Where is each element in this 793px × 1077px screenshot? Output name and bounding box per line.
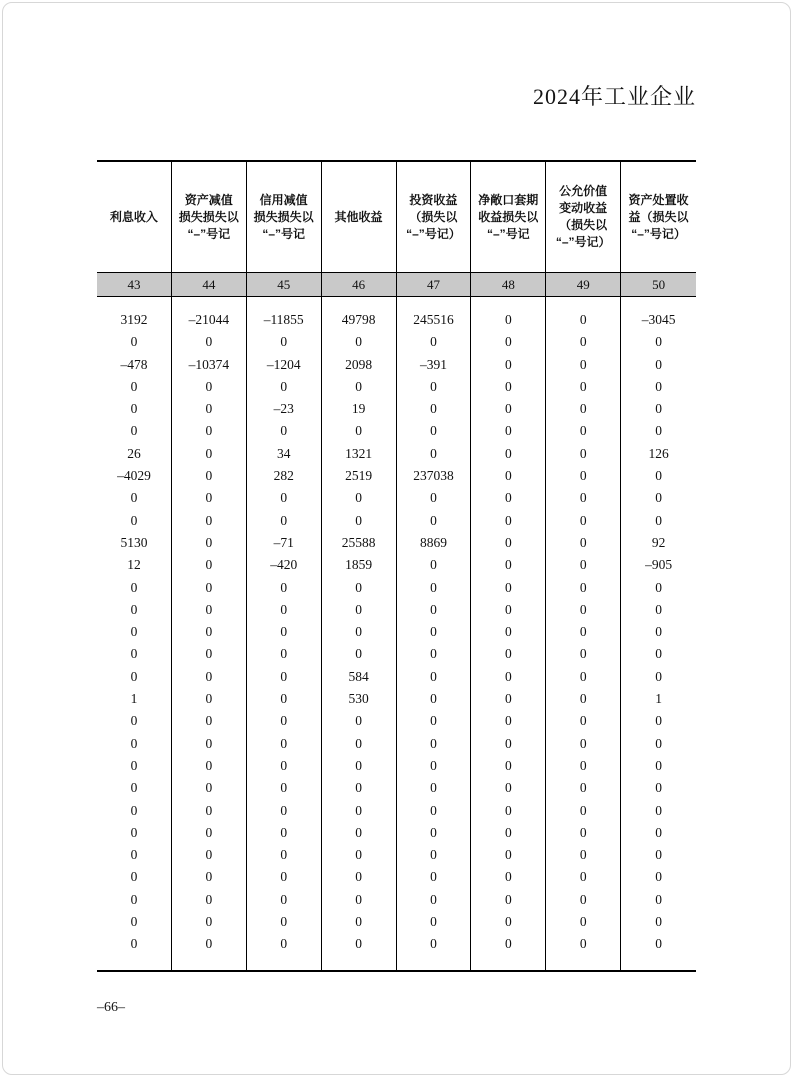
table-cell-r3-c48: 0 (504, 356, 512, 372)
table-cell-r9-c46: 0 (355, 490, 362, 506)
table-cell-r21-c45: 0 (280, 757, 288, 773)
table-cell-r14-c46: 0 (355, 601, 362, 617)
table-cell-r6-c48: 0 (504, 423, 512, 439)
table-cell-r20-c43: 0 (130, 735, 138, 751)
table-cell-r4-c43: 0 (130, 378, 138, 394)
table-cell-r8-c45: 282 (273, 468, 294, 484)
table-cell-r23-c45: 0 (280, 802, 288, 818)
table-cell-r23-c47: 0 (430, 802, 437, 818)
table-column-46 (322, 297, 397, 970)
table-cell-r16-c44: 0 (205, 646, 213, 662)
table-cell-r26-c46: 0 (355, 869, 362, 885)
table-cell-r10-c43: 0 (130, 512, 138, 528)
table-cell-r8-c47: 237038 (413, 468, 454, 484)
table-cell-r7-c47: 0 (430, 445, 437, 461)
table-cell-r2-c49: 0 (579, 334, 587, 350)
table-cell-r1-c46: 49798 (341, 312, 376, 327)
table-header-row (97, 162, 696, 273)
table-cell-r13-c47: 0 (430, 579, 437, 595)
table-cell-r14-c48: 0 (504, 601, 512, 617)
table-cell-r8-c48: 0 (504, 468, 512, 484)
table-cell-r23-c48: 0 (504, 802, 512, 818)
column-number-49: 49 (546, 273, 621, 296)
table-cell-r5-c49: 0 (579, 401, 587, 417)
column-number-50: 50 (652, 276, 666, 292)
table-cell-r14-c50: 0 (655, 601, 662, 617)
column-header-line: 公允价值 (559, 184, 608, 198)
table-cell-r20-c46: 0 (355, 735, 362, 751)
table-cell-r5-c43: 0 (130, 401, 138, 417)
table-cell-r17-c46: 584 (348, 668, 369, 684)
table-cell-r16-c47: 0 (430, 646, 437, 662)
table-cell-r5-c45: –23 (273, 401, 294, 417)
table-cell-r9-c47: 0 (430, 490, 437, 506)
table-cell-r8-c43: –4029 (117, 468, 151, 484)
table-cell-r22-c46: 0 (355, 780, 362, 796)
table-cell-r18-c48: 0 (504, 691, 512, 707)
table-cell-r23-c50: 0 (655, 802, 662, 818)
table-cell-r20-c48: 0 (504, 735, 512, 751)
table-cell-r7-c45: 34 (276, 445, 291, 461)
table-cell-r12-c50: –905 (645, 557, 673, 573)
table-cell-r19-c48: 0 (504, 713, 512, 729)
table-cell-r13-c45: 0 (280, 579, 288, 595)
table-cell-r3-c49: 0 (579, 356, 587, 372)
table-cell-r22-c50: 0 (655, 780, 662, 796)
table-cell-r12-c47: 0 (430, 557, 437, 573)
column-header-line: 收益损失以 (478, 209, 539, 224)
table-cell-r20-c49: 0 (579, 735, 587, 751)
table-cell-r23-c46: 0 (355, 802, 362, 818)
table-cell-r19-c47: 0 (430, 713, 437, 729)
table-cell-r8-c44: 0 (205, 468, 213, 484)
table-cell-r21-c48: 0 (504, 757, 512, 773)
column-header-49 (546, 162, 621, 272)
column-header-line: 信用减值 (259, 192, 308, 207)
table-cell-r26-c44: 0 (205, 869, 213, 885)
table-cell-r28-c46: 0 (355, 914, 362, 930)
table-cell-r26-c48: 0 (504, 869, 512, 885)
table-cell-r4-c49: 0 (579, 378, 587, 394)
table-cell-r11-c49: 0 (579, 534, 587, 550)
table-cell-r13-c50: 0 (655, 579, 662, 595)
table-cell-r26-c45: 0 (280, 869, 288, 885)
table-cell-r23-c44: 0 (205, 802, 213, 818)
table-cell-r26-c49: 0 (579, 869, 587, 885)
column-header-line: 利息收入 (109, 209, 158, 224)
table-cell-r13-c49: 0 (579, 579, 587, 595)
table-cell-r24-c44: 0 (205, 824, 213, 840)
table-cell-r19-c45: 0 (280, 713, 288, 729)
table-cell-r12-c46: 1859 (345, 557, 373, 573)
table-cell-r25-c43: 0 (130, 847, 138, 863)
table-cell-r25-c44: 0 (205, 847, 213, 863)
table-cell-r11-c48: 0 (504, 534, 512, 550)
table-cell-r14-c44: 0 (205, 601, 213, 617)
table-cell-r26-c43: 0 (130, 869, 138, 885)
column-header-line: 投资收益 (409, 192, 458, 207)
table-cell-r3-c44: –10374 (188, 356, 230, 372)
table-cell-r18-c43: 1 (130, 691, 138, 707)
table-cell-r12-c48: 0 (504, 557, 512, 573)
column-header-46 (322, 162, 397, 272)
column-number-47: 47 (397, 273, 472, 296)
table-column-47 (397, 297, 472, 970)
table-cell-r15-c45: 0 (280, 624, 288, 640)
table-cell-r10-c44: 0 (205, 512, 213, 528)
table-cell-r13-c46: 0 (355, 579, 362, 595)
column-header-line: （损失以 (559, 218, 608, 232)
table-cell-r20-c47: 0 (430, 735, 437, 751)
table-cell-r28-c47: 0 (430, 914, 437, 930)
table-cell-r5-c48: 0 (504, 401, 512, 417)
column-header-line: “–”号记 (187, 226, 231, 241)
column-header-line: 其他收益 (334, 209, 383, 224)
table-cell-r11-c47: 8869 (419, 534, 447, 550)
table-cell-r22-c45: 0 (280, 780, 288, 796)
table-cell-r25-c47: 0 (430, 847, 437, 863)
table-cell-r12-c43: 12 (127, 557, 141, 573)
table-cell-r24-c47: 0 (430, 824, 437, 840)
table-cell-r28-c43: 0 (130, 914, 138, 930)
table-cell-r1-c48: 0 (504, 312, 512, 327)
column-number-48: 48 (471, 273, 546, 296)
table-cell-r7-c49: 0 (579, 445, 587, 461)
column-header-47 (397, 162, 472, 272)
table-cell-r11-c45: –71 (273, 534, 294, 550)
column-header-line: 益（损失以 (628, 209, 689, 224)
table-cell-r20-c50: 0 (655, 735, 662, 751)
table-cell-r9-c45: 0 (280, 490, 288, 506)
table-cell-r22-c49: 0 (579, 780, 587, 796)
table-cell-r5-c46: 19 (351, 401, 366, 417)
table-cell-r29-c50: 0 (655, 936, 662, 952)
table-column-49 (546, 297, 621, 970)
table-cell-r20-c44: 0 (205, 735, 213, 751)
table-cell-r24-c48: 0 (504, 824, 512, 840)
statistics-table (97, 160, 696, 972)
table-cell-r28-c49: 0 (579, 914, 587, 930)
table-cell-r8-c49: 0 (579, 468, 587, 484)
table-cell-r5-c47: 0 (430, 401, 437, 417)
table-cell-r19-c43: 0 (130, 713, 138, 729)
table-column-43 (97, 297, 172, 970)
table-cell-r4-c50: 0 (655, 378, 662, 394)
table-cell-r29-c44: 0 (205, 936, 213, 952)
table-cell-r28-c44: 0 (205, 914, 213, 930)
table-cell-r6-c50: 0 (655, 423, 662, 439)
table-cell-r18-c44: 0 (205, 691, 213, 707)
table-cell-r8-c46: 2519 (345, 468, 373, 484)
table-cell-r25-c46: 0 (355, 847, 362, 863)
table-cell-r25-c50: 0 (655, 847, 662, 863)
table-cell-r26-c50: 0 (655, 869, 662, 885)
table-cell-r9-c43: 0 (130, 490, 138, 506)
table-column-45 (247, 297, 322, 970)
column-number-row (97, 273, 696, 297)
table-cell-r2-c44: 0 (205, 334, 213, 350)
table-cell-r17-c43: 0 (130, 668, 138, 684)
table-column-44 (172, 297, 247, 970)
table-cell-r22-c44: 0 (205, 780, 213, 796)
table-cell-r29-c43: 0 (130, 936, 138, 952)
table-cell-r2-c46: 0 (355, 334, 362, 350)
table-cell-r29-c48: 0 (504, 936, 512, 952)
table-cell-r1-c47: 245516 (413, 312, 454, 327)
table-cell-r10-c46: 0 (355, 512, 362, 528)
column-header-line: “–”号记） (406, 226, 461, 241)
column-header-line: （损失以 (409, 209, 458, 224)
table-cell-r1-c43: 3192 (120, 312, 148, 327)
table-cell-r27-c45: 0 (280, 891, 288, 907)
table-cell-r6-c46: 0 (355, 423, 362, 439)
table-cell-r28-c45: 0 (280, 914, 288, 930)
table-cell-r9-c44: 0 (205, 490, 213, 506)
column-header-line: 变动收益 (559, 201, 608, 215)
table-cell-r4-c47: 0 (430, 378, 437, 394)
table-cell-r4-c46: 0 (355, 378, 362, 394)
table-cell-r11-c46: 25588 (341, 534, 376, 550)
column-header-line: 损失损失以 (178, 209, 239, 224)
table-cell-r23-c49: 0 (579, 802, 587, 818)
table-cell-r17-c50: 0 (655, 668, 662, 684)
table-cell-r23-c43: 0 (130, 802, 138, 818)
table-cell-r18-c45: 0 (280, 691, 288, 707)
table-cell-r3-c43: –478 (120, 356, 148, 372)
table-cell-r15-c47: 0 (430, 624, 437, 640)
table-cell-r27-c44: 0 (205, 891, 213, 907)
table-cell-r14-c43: 0 (130, 601, 138, 617)
table-body (97, 297, 696, 970)
column-header-45 (247, 162, 322, 272)
table-cell-r1-c44: –21044 (188, 312, 230, 327)
table-cell-r11-c43: 5130 (120, 534, 148, 550)
table-cell-r28-c48: 0 (504, 914, 512, 930)
table-cell-r27-c50: 0 (655, 891, 662, 907)
table-cell-r9-c49: 0 (579, 490, 587, 506)
table-cell-r14-c45: 0 (280, 601, 288, 617)
table-cell-r5-c44: 0 (205, 401, 213, 417)
table-cell-r13-c44: 0 (205, 579, 213, 595)
table-cell-r24-c46: 0 (355, 824, 362, 840)
table-cell-r4-c48: 0 (504, 378, 512, 394)
column-header-line: 损失损失以 (253, 209, 314, 224)
table-cell-r10-c48: 0 (504, 512, 512, 528)
table-cell-r18-c49: 0 (579, 691, 587, 707)
table-cell-r24-c45: 0 (280, 824, 288, 840)
table-cell-r7-c44: 0 (205, 445, 213, 461)
table-cell-r10-c45: 0 (280, 512, 288, 528)
table-cell-r17-c48: 0 (504, 668, 512, 684)
column-header-line: 资产处置收 (628, 192, 689, 207)
table-cell-r1-c45: –11855 (263, 312, 304, 327)
column-header-line: “–”号记 (262, 226, 306, 241)
table-cell-r9-c50: 0 (655, 490, 662, 506)
table-cell-r25-c49: 0 (579, 847, 587, 863)
page-title: 2024年工业企业 (532, 84, 696, 109)
table-cell-r24-c49: 0 (579, 824, 587, 840)
table-cell-r4-c44: 0 (205, 378, 213, 394)
column-header-line: 净敞口套期 (478, 192, 539, 207)
table-cell-r7-c46: 1321 (345, 445, 373, 461)
table-cell-r19-c46: 0 (355, 713, 362, 729)
table-cell-r25-c48: 0 (504, 847, 512, 863)
column-header-44 (172, 162, 247, 272)
table-cell-r2-c50: 0 (655, 334, 662, 350)
table-cell-r6-c45: 0 (280, 423, 288, 439)
table-cell-r20-c45: 0 (280, 735, 288, 751)
table-cell-r22-c48: 0 (504, 780, 512, 796)
table-cell-r27-c43: 0 (130, 891, 138, 907)
table-cell-r27-c48: 0 (504, 891, 512, 907)
table-cell-r28-c50: 0 (655, 914, 662, 930)
table-cell-r18-c50: 1 (655, 691, 662, 707)
table-cell-r3-c45: –1204 (266, 356, 301, 372)
table-cell-r15-c44: 0 (205, 624, 213, 640)
table-cell-r6-c44: 0 (205, 423, 213, 439)
table-cell-r2-c45: 0 (280, 334, 288, 350)
table-cell-r21-c47: 0 (430, 757, 437, 773)
table-cell-r16-c50: 0 (655, 646, 662, 662)
table-cell-r7-c43: 26 (127, 445, 141, 461)
table-cell-r21-c43: 0 (130, 757, 138, 773)
table-cell-r16-c43: 0 (130, 646, 138, 662)
column-number-46: 46 (322, 273, 397, 296)
table-cell-r22-c47: 0 (430, 780, 437, 796)
table-cell-r29-c45: 0 (280, 936, 288, 952)
table-cell-r11-c50: 92 (651, 534, 666, 550)
table-cell-r27-c46: 0 (355, 891, 362, 907)
table-cell-r10-c49: 0 (579, 512, 587, 528)
column-header-line: “–”号记 (486, 226, 530, 241)
table-cell-r27-c47: 0 (430, 891, 437, 907)
table-column-50 (621, 297, 696, 970)
table-cell-r15-c48: 0 (504, 624, 512, 640)
table-cell-r27-c49: 0 (579, 891, 587, 907)
table-cell-r16-c48: 0 (504, 646, 512, 662)
page-number: –66– (97, 1000, 125, 1015)
table-cell-r12-c44: 0 (205, 557, 213, 573)
column-number-43: 43 (97, 273, 172, 296)
column-header-line: “–”号记） (555, 235, 611, 249)
table-cell-r17-c44: 0 (205, 668, 213, 684)
table-cell-r3-c46: 2098 (345, 356, 373, 372)
column-header-line: “–”号记） (631, 226, 686, 241)
table-cell-r9-c48: 0 (504, 490, 512, 506)
table-cell-r14-c49: 0 (579, 601, 587, 617)
table-cell-r24-c50: 0 (655, 824, 662, 840)
table-cell-r3-c50: 0 (655, 356, 662, 372)
column-number-45: 45 (247, 273, 322, 296)
table-cell-r19-c44: 0 (205, 713, 213, 729)
table-cell-r6-c49: 0 (579, 423, 587, 439)
table-cell-r16-c45: 0 (280, 646, 288, 662)
table-cell-r13-c48: 0 (504, 579, 512, 595)
table-cell-r22-c43: 0 (130, 780, 138, 796)
table-cell-r2-c43: 0 (130, 334, 138, 350)
table-cell-r29-c47: 0 (430, 936, 437, 952)
column-header-line: 资产减值 (184, 192, 233, 207)
table-cell-r1-c50: –3045 (641, 312, 676, 327)
table-cell-r15-c50: 0 (655, 624, 662, 640)
table-cell-r10-c50: 0 (655, 512, 662, 528)
table-cell-r7-c48: 0 (504, 445, 512, 461)
table-cell-r18-c46: 530 (348, 691, 369, 707)
table-cell-r6-c43: 0 (130, 423, 138, 439)
table-cell-r15-c49: 0 (579, 624, 587, 640)
table-cell-r19-c50: 0 (655, 713, 662, 729)
table-cell-r16-c46: 0 (355, 646, 362, 662)
column-header-50 (621, 162, 696, 272)
table-cell-r12-c45: –420 (270, 557, 298, 573)
table-cell-r29-c49: 0 (579, 936, 587, 952)
table-cell-r17-c45: 0 (280, 668, 288, 684)
table-cell-r6-c47: 0 (430, 423, 437, 439)
column-header-48 (471, 162, 546, 272)
table-cell-r19-c49: 0 (579, 713, 587, 729)
table-cell-r3-c47: –391 (419, 356, 447, 372)
column-number-44: 44 (172, 273, 247, 296)
table-cell-r7-c50: 126 (648, 445, 669, 461)
column-header-43 (97, 162, 172, 272)
table-cell-r12-c49: 0 (579, 557, 587, 573)
table-cell-r8-c50: 0 (655, 468, 662, 484)
table-cell-r17-c47: 0 (430, 668, 437, 684)
table-cell-r24-c43: 0 (130, 824, 138, 840)
table-cell-r21-c50: 0 (655, 757, 662, 773)
table-cell-r1-c49: 0 (579, 312, 587, 327)
table-cell-r10-c47: 0 (430, 512, 437, 528)
table-cell-r4-c45: 0 (280, 378, 288, 394)
table-cell-r29-c46: 0 (355, 936, 362, 952)
table-cell-r11-c44: 0 (205, 534, 213, 550)
table-cell-r5-c50: 0 (655, 401, 662, 417)
table-column-48 (471, 297, 546, 970)
table-cell-r15-c43: 0 (130, 624, 138, 640)
table-cell-r18-c47: 0 (430, 691, 437, 707)
table-cell-r21-c46: 0 (355, 757, 362, 773)
table-cell-r15-c46: 0 (355, 624, 362, 640)
table-cell-r21-c49: 0 (579, 757, 587, 773)
table-cell-r2-c47: 0 (430, 334, 437, 350)
table-cell-r16-c49: 0 (579, 646, 587, 662)
table-cell-r13-c43: 0 (130, 579, 138, 595)
table-cell-r17-c49: 0 (579, 668, 587, 684)
table-cell-r21-c44: 0 (205, 757, 213, 773)
table-cell-r14-c47: 0 (430, 601, 437, 617)
table-cell-r26-c47: 0 (430, 869, 437, 885)
table-cell-r25-c45: 0 (280, 847, 288, 863)
table-cell-r2-c48: 0 (504, 334, 512, 350)
